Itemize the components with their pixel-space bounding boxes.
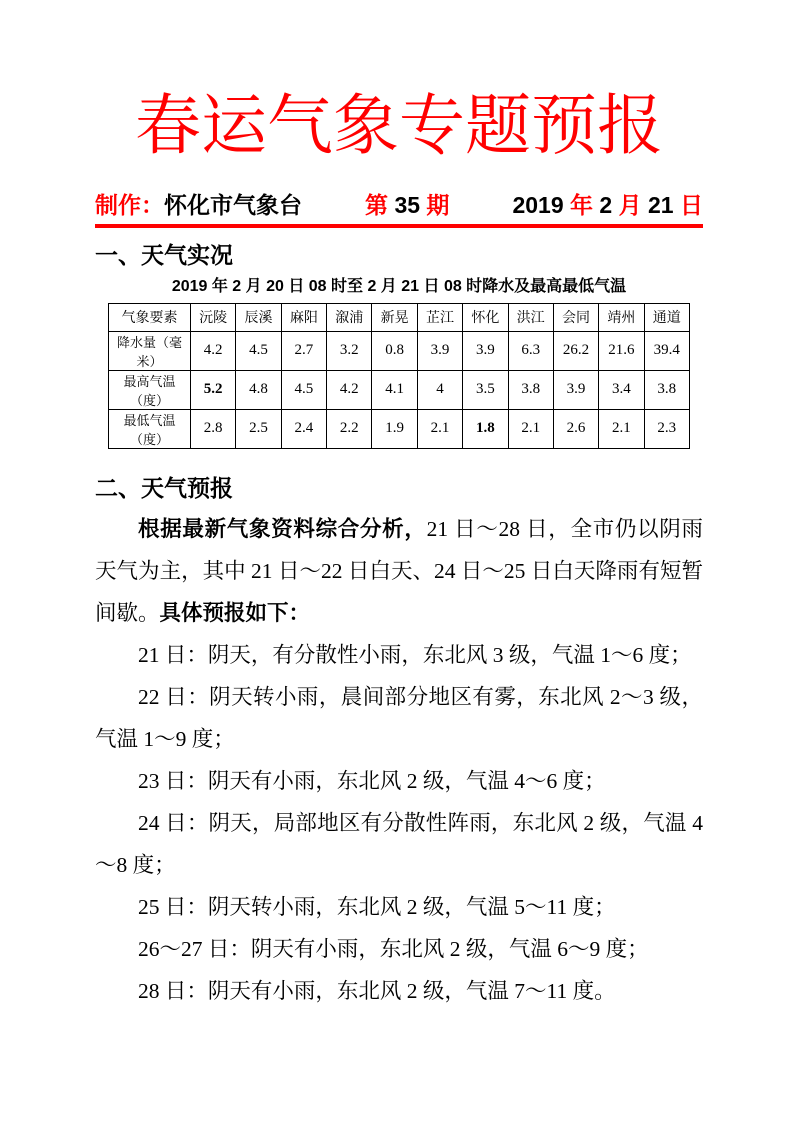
value-cell: 4.8 <box>236 370 281 409</box>
value-cell: 3.4 <box>599 370 644 409</box>
value-cell: 26.2 <box>553 331 598 370</box>
issue-value: 35 <box>394 191 421 218</box>
section2-heading: 二、天气预报 <box>95 474 233 501</box>
forecast-item: 28 日：阴天有小雨，东北风 2 级，气温 7～11 度。 <box>138 978 616 1003</box>
forecast-item: 26～27 日：阴天有小雨，东北风 2 级，气温 6～9 度； <box>138 936 649 961</box>
issue-prefix: 第 <box>365 191 395 218</box>
value-cell: 2.6 <box>553 409 598 448</box>
forecast-intro-body: 21 日～28 日，全市仍以阴雨天气为主，其中 21 日～22 日白天、24 日～25 日白天降雨有短暂间歇。 <box>95 516 703 625</box>
value-cell: 1.8 <box>463 409 508 448</box>
value-cell: 2.4 <box>281 409 326 448</box>
table-header-cell: 沅陵 <box>191 303 236 331</box>
value-cell: 2.1 <box>599 409 644 448</box>
value-cell: 21.6 <box>599 331 644 370</box>
table-header-cell: 靖州 <box>599 303 644 331</box>
forecast-item: 25 日：阴天转小雨，东北风 2 级，气温 5～11 度； <box>138 894 616 919</box>
table-header-cell: 辰溪 <box>236 303 281 331</box>
table-header-cell: 新晃 <box>372 303 417 331</box>
value-cell: 39.4 <box>644 331 689 370</box>
table-row <box>109 409 690 448</box>
table-header-cell: 芷江 <box>417 303 462 331</box>
issue-suffix: 期 <box>420 191 450 218</box>
value-cell: 4 <box>417 370 462 409</box>
weather-observation-table <box>108 303 690 449</box>
date-month-unit: 月 <box>618 191 642 218</box>
issue-number <box>365 191 449 220</box>
value-cell: 2.3 <box>644 409 689 448</box>
value-cell: 5.2 <box>191 370 236 409</box>
table-row <box>109 331 690 370</box>
table-header-cell: 会同 <box>553 303 598 331</box>
weather-table-caption: 2019 年 2 月 20 日 08 时至 2 月 21 日 08 时降水及最高最低气温 <box>171 277 627 295</box>
forecast-intro-lead: 根据最新气象资料综合分析， <box>138 516 427 541</box>
value-cell: 2.2 <box>327 409 372 448</box>
table-header-cell: 怀化 <box>463 303 508 331</box>
value-cell: 3.5 <box>463 370 508 409</box>
value-cell: 3.9 <box>417 331 462 370</box>
value-cell: 2.7 <box>281 331 326 370</box>
value-cell: 3.8 <box>508 370 553 409</box>
producer-value: 怀化市气象台 <box>164 191 302 218</box>
table-header-cell: 气象要素 <box>109 303 191 331</box>
table-header-row <box>109 303 690 331</box>
date-year-num: 2019 <box>512 191 571 218</box>
forecast-intro-paragraph <box>95 508 703 634</box>
value-cell: 2.8 <box>191 409 236 448</box>
table-header-cell: 洪江 <box>508 303 553 331</box>
value-cell: 3.8 <box>644 370 689 409</box>
producer-label: 制作： <box>95 191 164 218</box>
date-month-num: 2 <box>593 191 619 218</box>
issue-date <box>512 191 703 220</box>
forecast-item: 24 日：阴天，局部地区有分散性阵雨，东北风 2 级，气温 4～8 度； <box>95 810 703 877</box>
forecast-items <box>95 634 703 1012</box>
header-rule <box>95 224 703 228</box>
forecast-intro-tail: 具体预报如下： <box>159 600 311 625</box>
value-cell: 6.3 <box>508 331 553 370</box>
row-label-cell: 最低气温（度） <box>109 409 191 448</box>
document-title: 春运气象专题预报 <box>135 90 663 163</box>
table-row <box>109 370 690 409</box>
value-cell: 4.5 <box>281 370 326 409</box>
value-cell: 3.9 <box>463 331 508 370</box>
table-header-cell: 溆浦 <box>327 303 372 331</box>
value-cell: 4.2 <box>327 370 372 409</box>
value-cell: 1.9 <box>372 409 417 448</box>
value-cell: 3.9 <box>553 370 598 409</box>
forecast-item: 22 日：阴天转小雨，晨间部分地区有雾，东北风 2～3 级，气温 1～9 度； <box>95 684 703 751</box>
row-label-cell: 最高气温（度） <box>109 370 191 409</box>
value-cell: 4.1 <box>372 370 417 409</box>
producer <box>95 191 302 220</box>
row-label-cell: 降水量（毫米） <box>109 331 191 370</box>
value-cell: 4.5 <box>236 331 281 370</box>
meta-row <box>95 191 703 220</box>
value-cell: 2.1 <box>417 409 462 448</box>
table-header-cell: 麻阳 <box>281 303 326 331</box>
value-cell: 3.2 <box>327 331 372 370</box>
forecast-item: 23 日：阴天有小雨，东北风 2 级，气温 4～6 度； <box>138 768 606 793</box>
section1-heading: 一、天气实况 <box>95 241 233 268</box>
date-year-unit: 年 <box>570 191 594 218</box>
forecast-item: 21 日：阴天，有分散性小雨，东北风 3 级，气温 1～6 度； <box>138 642 692 667</box>
value-cell: 2.5 <box>236 409 281 448</box>
value-cell: 2.1 <box>508 409 553 448</box>
date-day-num: 21 <box>641 191 680 218</box>
date-day-unit: 日 <box>679 191 703 218</box>
value-cell: 4.2 <box>191 331 236 370</box>
table-header-cell: 通道 <box>644 303 689 331</box>
value-cell: 0.8 <box>372 331 417 370</box>
